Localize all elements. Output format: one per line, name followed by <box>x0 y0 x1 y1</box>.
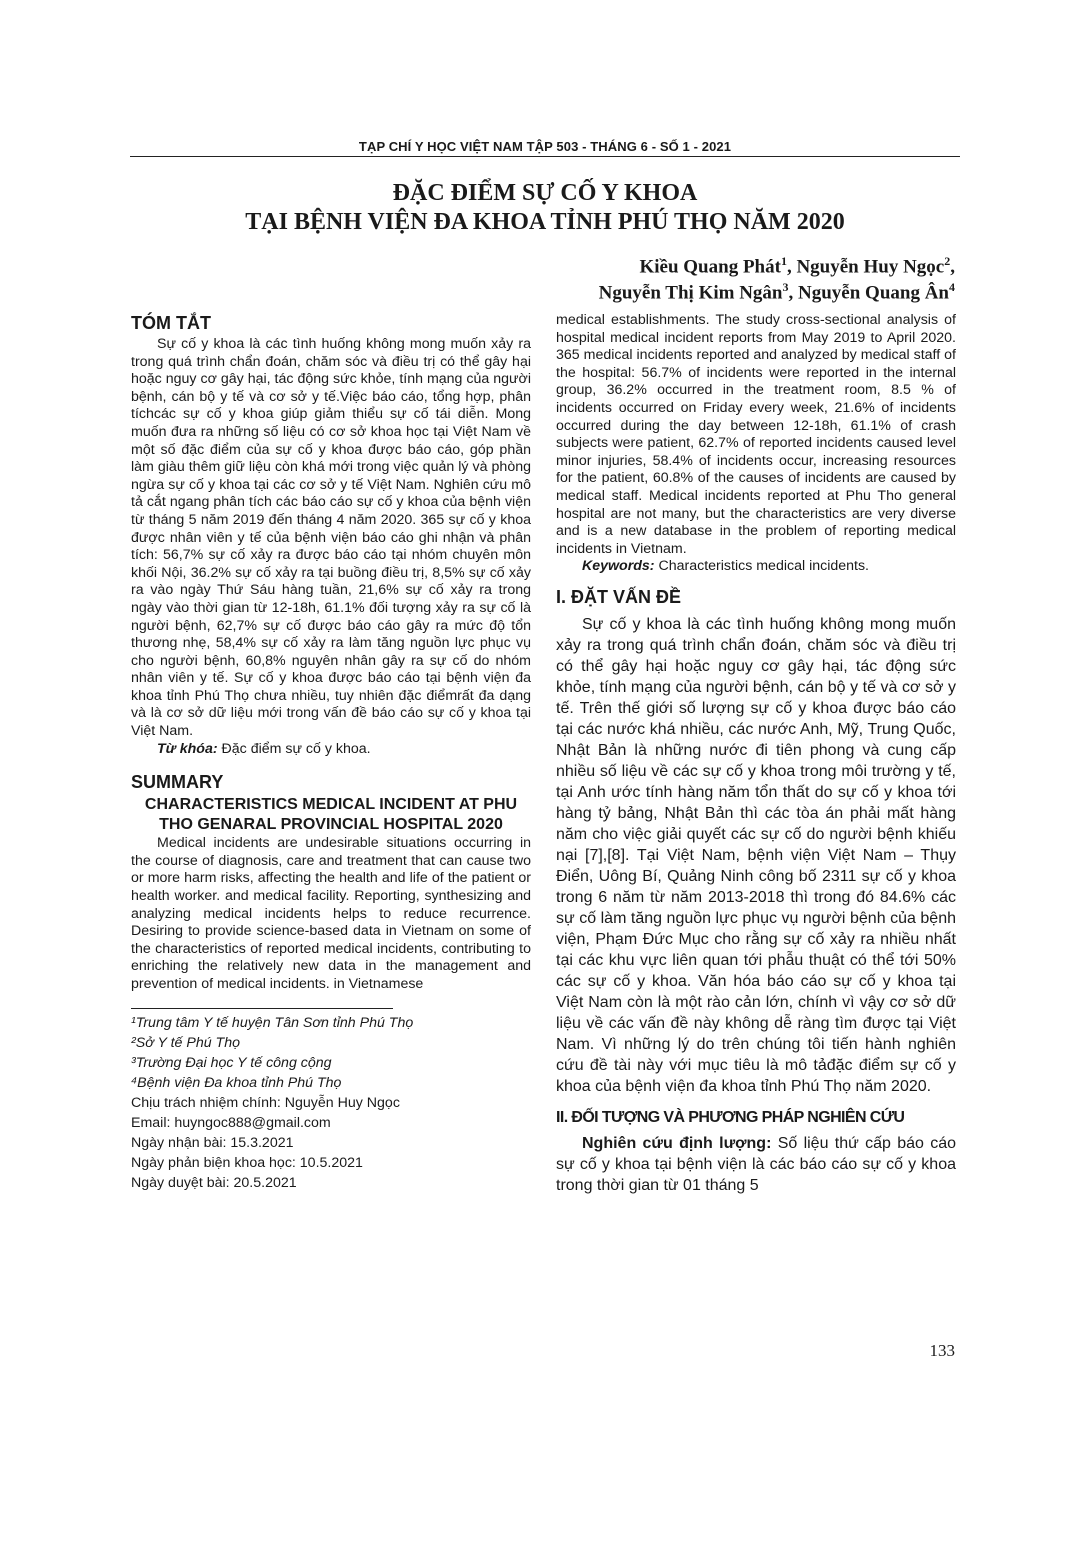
affiliation-footnote: ²Sở Y tế Phú Thọ <box>131 1034 241 1051</box>
page-number: 133 <box>929 1341 955 1360</box>
section2-text: Số liệu thứ cấp báo cáo sự cố y khoa tại bệnh viện là các báo cáo sự cố y khoa trong thời gian từ 01 tháng 5 <box>556 1134 956 1194</box>
tomtat-heading: TÓM TẮT <box>131 313 211 333</box>
section2-heading: II. ĐỐI TƯỢNG VÀ PHƯƠNG PHÁP NGHIÊN CỨU <box>556 1108 905 1126</box>
keywords-label: Keywords: <box>582 558 655 575</box>
left-column <box>131 312 531 1193</box>
authors-line1 <box>639 254 955 278</box>
email: Email: huyngoc888@gmail.com <box>131 1114 331 1131</box>
footnote-rule <box>131 1008 393 1009</box>
right-column <box>556 312 956 1196</box>
journal-header: TẠP CHÍ Y HỌC VIỆT NAM TẬP 503 - THÁNG 6 - SỐ 1 - 2021 <box>358 139 732 154</box>
author-name: Nguyễn Huy Ngọc <box>796 256 945 278</box>
affiliation-footnote: ³Trường Đại học Y tế công cộng <box>131 1054 332 1071</box>
author-affiliation-mark: 3 <box>782 280 789 294</box>
keywords-text: Characteristics medical incidents. <box>654 558 869 575</box>
summary-body-right: medical establishments. The study cross-sectional analysis of hospital medical incident reports from May 2019 to April 2020. 365 medical incidents reported and analyzed by medical staff of the hospital: 56.7% of incidents were reported in the internal group, 36.2% occurred in the treatment room, 8.5 % of incidents occurred on Friday every week, 21.6% of incidents occurred during the day between 12-18h, 61.1% of crash subjects were patient, 62.7% of reported incidents caused level minor injuries, 58.4% of incidents occur, increasing resources for the patient, 60.8% of the causes of incidents are caused by medical staff. Medical incidents reported at Phu Tho general hospital are not many, but the characteristics are very diverse and is a new database in the problem of reporting medical incidents in Vietnam. <box>556 312 956 557</box>
tomtat-abstract <box>131 336 531 741</box>
tomtat-keywords <box>131 741 531 759</box>
author-separator: , <box>786 256 797 278</box>
author-affiliation-mark: 2 <box>944 254 951 268</box>
article-title-line2: TẠI BỆNH VIỆN ĐA KHOA TỈNH PHÚ THỌ NĂM 2020 <box>245 209 845 235</box>
tomtat-body: Sự cố y khoa là các tình huống không mong muốn xảy ra trong quá trình chẩn đoán, chăm sóc và điều trị có thể gây hại hoặc nguy cơ gây hại, tác động sức khỏe, tính mạng của người bệnh, cán bộ y tế và cơ sở y tế.Việc báo cáo, tổng hợp, phân tíchcác sự cố y khoa giúp giảm thiểu sự cố tái diễn. Mong muốn đưa ra những số liệu có cơ sở khoa học tại Việt Nam về một số đặc điểm của sự cố y khoa được báo cáo, góp phần làm giàu thêm giữ liệu còn khá mới trong việc quản lý và phòng ngừa sự cố y khoa tại các cơ sở y tế Việt Nam. Nghiên cứu mô tả cắt ngang phân tích các báo cáo sự cố y khoa của bệnh viện từ tháng 5 năm 2019 đến tháng 4 năm 2020. 365 sự cố y khoa được nhân viên y tế của bệnh viện báo cáo ghi nhận và phân tích: 56,7% sự cố xảy ra được báo cáo tại nhóm chuyên môn khối Nội, 36.2% sự cố xảy ra tại buồng điều trị, 8,5% sự cố xảy ra vào ngày Thứ Sáu hàng tuần, 21,6% sự cố xảy ra trong ngày vào thời gian từ 12-18h, 61.1% đối tượng xảy ra sự cố là người bệnh, 62,7% sự cố được báo cáo gây ra mức độ tổn thương nhẹ, 58,4% sự cố xảy ra làm tăng nguồn lực phục vụ cho người bệnh, 60,8% nguyên nhân gây ra sự cố do nhóm nhân viên y tế. Sự cố y khoa được báo cáo tại bệnh viện đa khoa tỉnh Phú Thọ chưa nhiều, tuy nhiên đặc điểmrất đa dạng và là cơ sở dữ liệu mới trong vấn đề báo cáo sự cố y khoa tại Việt Nam. <box>131 336 531 740</box>
section2-body <box>556 1133 956 1196</box>
section2-lead: Nghiên cứu định lượng: <box>582 1134 772 1152</box>
keywords-text: Đặc điểm sự cố y khoa. <box>217 740 371 757</box>
review-date: Ngày phản biện khoa học: 10.5.2021 <box>131 1154 363 1171</box>
affiliation-footnote: ⁴Bệnh viện Đa khoa tỉnh Phú Thọ <box>131 1074 342 1091</box>
summary-heading: SUMMARY <box>131 772 224 793</box>
article-title-line1: ĐẶC ĐIỂM SỰ CỐ Y KHOA <box>392 180 698 206</box>
section1-heading: I. ĐẶT VẤN ĐỀ <box>556 586 682 607</box>
author-separator: , <box>950 256 955 278</box>
keywords-label: Từ khóa: <box>157 740 218 757</box>
author-name: Nguyễn Quang Ân <box>798 282 949 304</box>
author-name: Nguyễn Thị Kim Ngân <box>598 282 783 304</box>
corresponding-author: Chịu trách nhiệm chính: Nguyễn Huy Ngọc <box>131 1094 400 1111</box>
author-separator: , <box>788 282 798 304</box>
author-name: Kiều Quang Phát <box>639 256 781 278</box>
header-rule <box>130 156 960 157</box>
authors-line2 <box>599 280 955 304</box>
section1-body: Sự cố y khoa là các tình huống không mong muốn xảy ra trong quá trình chẩn đoán, chăm sóc và điều trị có thể gây hại hoặc nguy cơ gây hại, tác động sức khỏe, tính mạng của người bệnh, cán bộ y tế và cơ sở y tế. Trên thế giới số lượng sự cố y khoa được báo cáo tại các nước khá nhiều, các nước Anh, Mỹ, Trung Quốc, Nhật Bản là những nước đi tiên phong và cung cấp nhiều số liệu về các sự cố y khoa trong môi trường y tế, tại Anh ước tính hàng năm tổn thất do sự cố y khoa tới hàng tỷ bảng, Nhật Bản thì các tòa án phải mất hàng năm cho việc giải quyết các sự cố do người bệnh khiếu nại [7],[8]. Tại Việt Nam, bệnh viện Việt Nam – Thụy Điển, Uông Bí, Quảng Ninh công bố 2311 sự cố y khoa trong 6 năm từ năm 2013-2018 thì trong đó 84.6% các sự cố làm tăng nguồn lực phục vụ người bệnh của bệnh viện, Phạm Đức Mục cho rằng sự cố xảy ra nhiều nhất tại các khu vực liên quan tới phẫu thuật có thể tới 50% các sự cố y khoa. Văn hóa báo cáo sự cố y khoa tại Việt Nam còn là một rào cản lớn, chính vì vậy cơ sở dữ liệu về các vấn đề này không dễ ràng tìm được tại Việt Nam. Vì những lý do trên chúng tôi tiến hành nghiên cứu đề tài này với mục tiêu là mô tảđặc điểm sự cố y khoa của bệnh viện đa khoa tỉnh Phú Thọ năm 2020. <box>556 615 956 1095</box>
summary-body-left: Medical incidents are undesirable situations occurring in the course of diagnosis, care and treatment that can cause two or more harm risks, affecting the health and life of the patient or health worker. and medical facility. Reporting, synthesizing and analyzing medical incidents helps to reduce recurrence. Desiring to provide science-based data in Vietnam on some of the characteristics of reported medical incidents, contributing to enriching the relatively new data in the management and prevention of medical incidents. in Vietnamese <box>131 835 531 992</box>
summary-title: CHARACTERISTICS MEDICAL INCIDENT AT PHU THO GENARAL PROVINCIAL HOSPITAL 2020 <box>144 796 518 834</box>
author-affiliation-mark: 1 <box>780 254 787 268</box>
affiliation-footnote: ¹Trung tâm Y tế huyện Tân Sơn tỉnh Phú Thọ <box>131 1014 414 1031</box>
summary-abstract <box>131 835 531 993</box>
received-date: Ngày nhận bài: 15.3.2021 <box>131 1134 294 1151</box>
accepted-date: Ngày duyệt bài: 20.5.2021 <box>131 1174 297 1191</box>
author-affiliation-mark: 4 <box>949 280 955 294</box>
summary-keywords <box>556 558 956 576</box>
